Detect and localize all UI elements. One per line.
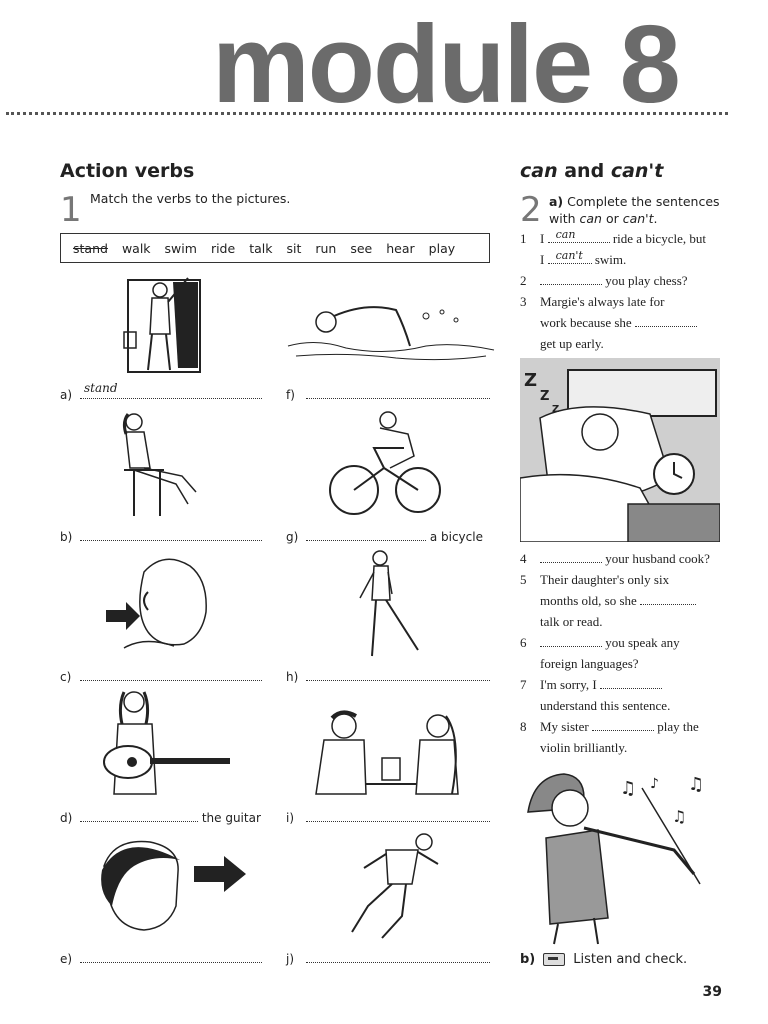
answer-b-blank[interactable] <box>80 529 262 541</box>
answer-j-blank[interactable] <box>306 951 490 963</box>
sub-b-text: Listen and check. <box>573 952 688 967</box>
answer-i <box>286 810 490 825</box>
answer-e-blank[interactable] <box>80 951 262 963</box>
word-sit: sit <box>286 240 302 256</box>
sentence-5-line1: Their daughter's only six <box>540 572 670 587</box>
sub-a-cant: can't <box>622 211 654 226</box>
answer-a-label: a) <box>60 388 73 402</box>
word-see: see <box>350 240 373 256</box>
sentence-1b-pre: I <box>540 252 545 267</box>
sentence-8-blank[interactable] <box>592 719 654 731</box>
sentence-5-number: 5 <box>520 572 527 587</box>
sentence-3-number: 3 <box>520 294 527 309</box>
picture-d-woman-guitar <box>90 688 238 800</box>
svg-text:Z: Z <box>540 389 550 404</box>
sentence-8-number: 8 <box>520 719 527 734</box>
heading-can: can <box>520 160 558 182</box>
picture-c-old-man-ear <box>104 552 216 652</box>
heading-and: and <box>557 160 611 182</box>
answer-c-label: c) <box>60 670 72 684</box>
sentence-3-line2-pre: work because she <box>540 315 632 330</box>
sub-a-can: can <box>579 211 602 226</box>
sentence-5-line2 <box>540 590 730 611</box>
svg-text:♫: ♫ <box>688 774 705 795</box>
sentence-5-line3: talk or read. <box>540 614 603 629</box>
answer-b-label: b) <box>60 530 73 544</box>
svg-text:♫: ♫ <box>672 807 687 826</box>
answer-d-suffix: the guitar <box>201 811 261 825</box>
answer-b <box>60 529 262 544</box>
answer-f-label: f) <box>286 388 295 402</box>
picture-b-sitting-woman <box>104 408 212 520</box>
answer-c-blank[interactable] <box>80 669 262 681</box>
sentence-4-number: 4 <box>520 551 527 566</box>
sentence-8-pre: My sister <box>540 719 589 734</box>
page-number: 39 <box>702 984 722 1000</box>
answer-g-blank[interactable] <box>306 529 426 541</box>
sentence-1 <box>520 228 730 249</box>
sentence-7 <box>520 674 730 695</box>
module-title: module 8 <box>212 3 679 126</box>
sentence-1-handwritten: can <box>555 228 576 241</box>
answer-h-label: h) <box>286 670 299 684</box>
picture-h-walking-woman <box>356 548 430 662</box>
answer-a-handwritten: stand <box>84 381 118 395</box>
sentence-8 <box>520 716 730 737</box>
answer-a <box>60 381 262 402</box>
sentence-3-line1: Margie's always late for <box>540 294 665 309</box>
picture-a-standing-man <box>118 272 208 378</box>
svg-text:Z: Z <box>552 404 560 415</box>
sub-a-label: a) <box>549 194 564 209</box>
sentence-7-pre: I'm sorry, I <box>540 677 597 692</box>
answer-g-label: g) <box>286 530 299 544</box>
sentence-2-blank[interactable] <box>540 273 602 285</box>
answer-f <box>286 387 490 402</box>
svg-text:♪: ♪ <box>650 776 659 792</box>
answer-g <box>286 529 483 544</box>
sentence-1b-post: swim. <box>594 252 627 267</box>
answer-j <box>286 951 490 966</box>
picture-g-cyclist <box>328 408 442 520</box>
picture-i-couple-talking <box>286 708 496 798</box>
word-hear: hear <box>386 240 415 256</box>
sentence-6-line2: foreign languages? <box>540 656 639 671</box>
answer-f-blank[interactable] <box>306 387 490 399</box>
sentence-4 <box>520 548 730 569</box>
sentence-1-pre: I <box>540 231 545 246</box>
answer-a-blank[interactable] <box>80 381 262 399</box>
sentence-2 <box>520 270 730 291</box>
sentence-1-number: 1 <box>520 231 527 246</box>
picture-j-running-man <box>346 832 446 944</box>
exercise-1-instruction: Match the verbs to the pictures. <box>90 191 291 206</box>
answer-c <box>60 669 262 684</box>
sentence-8-post: play the <box>657 719 699 734</box>
sentence-6-post: you speak any <box>605 635 680 650</box>
sentence-6-number: 6 <box>520 635 527 650</box>
sentence-8-line2: violin brilliantly. <box>540 740 628 755</box>
answer-h <box>286 669 490 684</box>
word-walk: walk <box>121 240 151 256</box>
cassette-icon[interactable] <box>543 953 565 966</box>
heading-cant: can't <box>610 160 664 182</box>
sub-a-end: . <box>653 211 658 226</box>
word-talk: talk <box>249 240 273 256</box>
answer-i-blank[interactable] <box>306 810 490 822</box>
title-dotted-rule <box>6 112 728 115</box>
sentence-1b-blank[interactable] <box>548 249 592 264</box>
exercise-2a-instruction <box>549 193 739 227</box>
answer-d-label: d) <box>60 811 73 825</box>
sentence-3-line2 <box>540 312 730 333</box>
svg-text:♫: ♫ <box>620 778 637 799</box>
svg-text:Z: Z <box>524 370 538 391</box>
sub-b-label: b) <box>520 952 536 967</box>
exercise-1-number: 1 <box>60 190 82 230</box>
answer-i-label: i) <box>286 811 295 825</box>
word-box <box>60 233 490 263</box>
answer-d-blank[interactable] <box>80 810 198 822</box>
sentence-6-blank[interactable] <box>540 635 602 647</box>
answer-h-blank[interactable] <box>306 669 490 681</box>
sub-a-or: or <box>601 211 623 226</box>
sentence-4-blank[interactable] <box>540 551 602 563</box>
picture-f-swimming-man <box>286 286 496 366</box>
exercise-2b <box>520 952 687 967</box>
picture-sleeping-alarm-clock <box>520 358 720 542</box>
sub-a-text: Complete the sentences with <box>549 194 720 226</box>
sentence-5 <box>520 569 730 590</box>
word-run: run <box>315 240 337 256</box>
action-verbs-heading: Action verbs <box>60 160 195 182</box>
can-cant-heading <box>520 160 663 182</box>
answer-d <box>60 810 261 825</box>
word-play: play <box>428 240 456 256</box>
answer-g-suffix: a bicycle <box>429 530 483 544</box>
sentence-2-post: you play chess? <box>605 273 688 288</box>
sentence-3 <box>520 291 730 312</box>
answer-e <box>60 951 262 966</box>
sentence-1-post: ride a bicycle, but <box>612 231 706 246</box>
word-swim: swim <box>164 240 197 256</box>
picture-violinist <box>524 768 720 946</box>
exercise-2-number: 2 <box>520 190 542 230</box>
sentence-6 <box>520 632 730 653</box>
word-ride: ride <box>210 240 236 256</box>
sentence-3-line3: get up early. <box>540 336 604 351</box>
sentence-7-blank[interactable] <box>600 677 662 689</box>
sentence-1-blank[interactable] <box>548 228 610 243</box>
sentence-4-post: your husband cook? <box>605 551 710 566</box>
sentence-1b-handwritten: can't <box>555 249 583 262</box>
sentence-3-blank[interactable] <box>635 315 697 327</box>
sentence-1b <box>540 249 730 270</box>
sentence-7-line2: understand this sentence. <box>540 698 671 713</box>
sentence-7-number: 7 <box>520 677 527 692</box>
sentence-2-number: 2 <box>520 273 527 288</box>
answer-e-label: e) <box>60 952 73 966</box>
sentence-5-line2-pre: months old, so she <box>540 593 637 608</box>
picture-e-young-man-looking <box>94 836 250 940</box>
answer-j-label: j) <box>286 952 295 966</box>
sentence-5-blank[interactable] <box>640 593 696 605</box>
word-stand: stand <box>73 240 108 256</box>
